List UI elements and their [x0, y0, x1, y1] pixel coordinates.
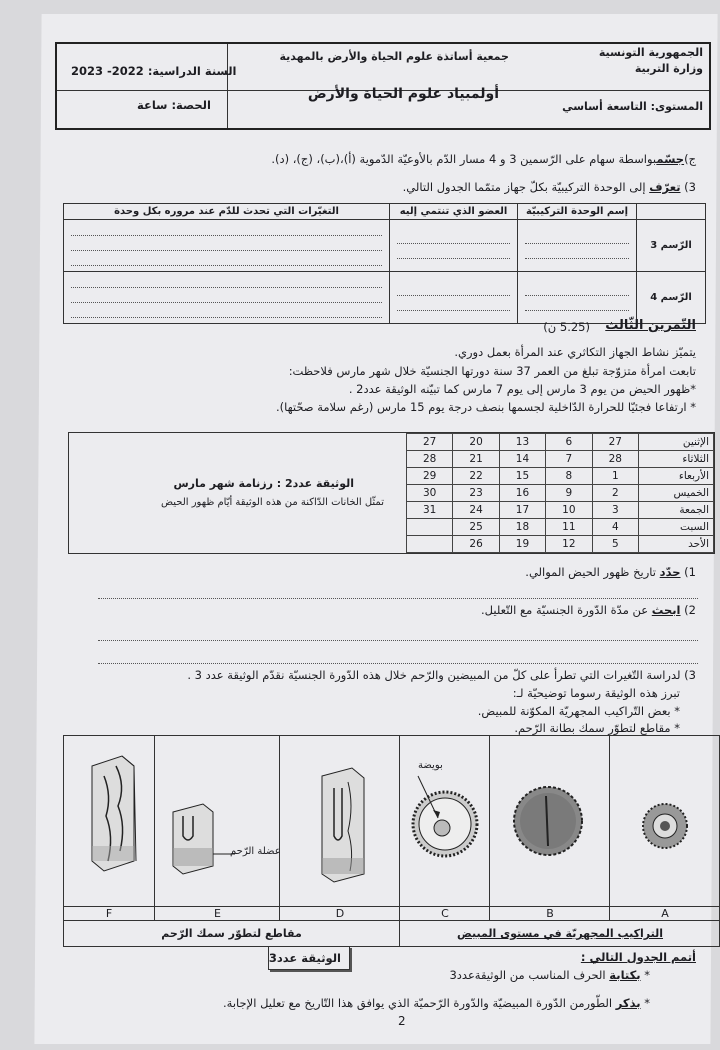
label-D: D [279, 906, 400, 921]
col-unit-name: إسم الوحدة التركيبيّة [518, 204, 637, 220]
table-row [64, 272, 706, 324]
answer-cell[interactable] [518, 272, 637, 324]
table-row [64, 220, 706, 272]
calendar-date: 13 [499, 434, 545, 451]
question-3-study: 3) لدراسة التّغيرات التي تطرأ على كلّ من المبيضين والرّحم خلال هذه الدّورة الجنسيّة نقدّم الوثيقة عدد 3 . [187, 668, 696, 682]
calendar-date: 11 [546, 519, 592, 536]
doc3-intro: تبرز هذه الوثيقة رسوما توضيحيّة لـ: [512, 686, 680, 700]
caption-uterus: مقاطع لتطوّر سمك الرّحم [64, 920, 399, 947]
calendar-date: 21 [453, 451, 499, 468]
calendar-date: 19 [499, 536, 545, 553]
calendar-day-name: الأحد [639, 536, 714, 553]
panel-D [279, 736, 400, 906]
association-label: جمعية أساتذة علوم الحياة والأرض بالمهدية [279, 50, 509, 63]
structural-unit-table [63, 203, 706, 324]
calendar-day-name: السبت [639, 519, 714, 536]
table-row [407, 451, 714, 468]
col-organ: العضو الذي تنتمي إليه [390, 204, 518, 220]
table-row [407, 536, 714, 553]
exam-title: أولمبياد علوم الحياة والأرض [307, 86, 499, 102]
calendar-date: 3 [592, 502, 638, 519]
panel-F [64, 736, 154, 906]
endometrium-thin-icon [155, 736, 280, 906]
table-row [407, 434, 714, 451]
label-F: F [64, 906, 154, 921]
answer-cell[interactable] [390, 220, 518, 272]
uterine-muscle-label: عضلة الرّحم [230, 846, 281, 857]
calendar-date: 10 [546, 502, 592, 519]
calendar-day-name: الأربعاء [639, 468, 714, 485]
table-row [407, 519, 714, 536]
calendar-date: 24 [453, 502, 499, 519]
calendar-date: 18 [499, 519, 545, 536]
calendar-date: 29 [407, 468, 453, 485]
answer-line[interactable] [98, 598, 698, 599]
calendar-date: 27 [407, 434, 453, 451]
document-3-figure [63, 735, 720, 947]
calendar-date: 22 [453, 468, 499, 485]
bullet-menstruation: *ظهور الحيض من يوم 3 مارس إلى يوم 7 مارس كما تبيّنه الوثيقة عدد2 . [348, 382, 696, 396]
calendar-date: 28 [592, 451, 638, 468]
caption-ovary: التراكيب المجهريّة في مستوى المبيض [399, 920, 720, 947]
label-B: B [489, 906, 610, 921]
calendar-date [407, 536, 453, 553]
panel-B [489, 736, 610, 906]
calendar-date: 1 [592, 468, 638, 485]
table-row [407, 502, 714, 519]
row-label-drawing-4: الرّسم 4 [637, 272, 706, 324]
bullet-temperature: * ارتفاعا فجئيّا للحرارة الدّاخلية لجسمها بنصف درجة يوم 15 مارس (رغم سلامة صحّتها). [275, 400, 696, 414]
calendar-day-name: الجمعة [639, 502, 714, 519]
school-year: السنة الدراسية: 2022- 2023 [71, 64, 237, 78]
corpus-luteum-icon [490, 736, 610, 906]
mature-follicle-icon [400, 736, 490, 906]
page-number: 2 [398, 1014, 406, 1028]
calendar-date: 2 [592, 485, 638, 502]
calendar-date: 28 [407, 451, 453, 468]
endometrium-medium-icon [280, 736, 400, 906]
doc3-label: الوثيقة عدد3 [268, 951, 341, 965]
calendar-date: 20 [453, 434, 499, 451]
answer-cell[interactable] [518, 220, 637, 272]
calendar-date: 14 [499, 451, 545, 468]
calendar-date: 12 [546, 536, 592, 553]
calendar-table [406, 433, 714, 553]
question-2: 2) ابحث عن مدّة الدّورة الجنسيّة مع التّعليل. [481, 603, 696, 617]
calendar-date: 7 [546, 451, 592, 468]
calendar-day-name: الثلاثاء [639, 451, 714, 468]
exercise-3-score: (5.25 ن) [543, 320, 590, 334]
doc2-note: تمثّل الخانات الدّاكنة من هذه الوثيقة أيّام ظهور الحيض [160, 497, 384, 508]
answer-cell[interactable] [64, 272, 390, 324]
observation-line: تابعت امرأة متزوّجة تبلغ من العمر 37 سنة دورتها الجنسيّة خلال شهر مارس فلاحظت: [288, 364, 696, 378]
march-calendar-document [68, 432, 715, 554]
calendar-day-name: الخميس [639, 485, 714, 502]
calendar-day-name: الإثنين [639, 434, 714, 451]
calendar-date: 30 [407, 485, 453, 502]
calendar-date: 6 [546, 434, 592, 451]
question-1: 1) حدّد تاريخ ظهور الحيض الموالي. [525, 565, 696, 579]
question-3: 3) تعرّف إلى الوحدة التركيبيّة بكلّ جهاز متمّما الجدول التالي. [402, 180, 696, 194]
answer-line[interactable] [98, 663, 698, 664]
ovule-label: بويضة [418, 760, 443, 771]
verb-jassim: جسّم [656, 152, 685, 166]
complete-item-letter: * بكتابة الحرف المناسب من الوثيقةعدد3 [449, 968, 650, 982]
ministry-label: وزارة التربية [634, 62, 703, 75]
label-E: E [154, 906, 280, 921]
col-changes: التغيّرات التي تحدث للدّم عند مروره بكل وحدة [64, 204, 390, 220]
calendar-date: 31 [407, 502, 453, 519]
doc3-bullet-ovary: * بعض التّراكيب المجهريّة المكوّنة للمبيض. [477, 704, 680, 718]
doc3-label-box [268, 946, 350, 970]
calendar-date: 5 [592, 536, 638, 553]
doc3-bullet-uterus: * مقاطع لتطوّر سمك بطانة الرّحم. [514, 721, 680, 735]
calendar-date: 15 [499, 468, 545, 485]
intro-text: يتميّز نشاط الجهاز التكاثري عند المرأة بعمل دوري. [454, 345, 696, 359]
calendar-date: 9 [546, 485, 592, 502]
calendar-date: 16 [499, 485, 545, 502]
answer-cell[interactable] [390, 272, 518, 324]
calendar-date: 17 [499, 502, 545, 519]
table-row [407, 485, 714, 502]
exam-header [55, 42, 711, 130]
answer-line[interactable] [98, 640, 698, 641]
republic-label: الجمهورية التونسية [598, 46, 703, 59]
label-C: C [399, 906, 490, 921]
exercise-3-title: التّمرين الثّالث [605, 318, 696, 333]
complete-item-phase: * بذكر الطّورمن الدّورة المبيضيّة والدّورة الرّحميّة الذي يوافق هذا التّاريخ مع تعليل الإجابة. [223, 996, 650, 1010]
doc2-title: الوثيقة عدد2 : رزنامة شهر مارس [173, 477, 354, 490]
calendar-date: 25 [453, 519, 499, 536]
complete-table-instruction: أتمم الجدول التالي : [580, 950, 696, 964]
year-box [57, 44, 228, 128]
calendar-date: 26 [453, 536, 499, 553]
calendar-date: 8 [546, 468, 592, 485]
primary-follicle-icon [610, 736, 720, 906]
level-label: المستوى: التاسعة أساسي [562, 100, 703, 113]
calendar-date: 4 [592, 519, 638, 536]
row-label-drawing-3: الرّسم 3 [637, 220, 706, 272]
panel-E [154, 736, 280, 906]
calendar-date: 27 [592, 434, 638, 451]
panel-C [399, 736, 490, 906]
label-A: A [609, 906, 720, 921]
question-c: ج)جسّمبواسطة سهام على الرّسمين 3 و 4 مسار الدّم بالأوعيّة الدّموية (أ)،(ب)، (ج)، (د). [271, 152, 696, 166]
duration-label: الحصة: ساعة [137, 98, 211, 112]
calendar-date: 23 [453, 485, 499, 502]
table-row [407, 468, 714, 485]
panel-A [609, 736, 720, 906]
answer-cell[interactable] [64, 220, 390, 272]
endometrium-thick-icon [64, 736, 154, 906]
calendar-date [407, 519, 453, 536]
